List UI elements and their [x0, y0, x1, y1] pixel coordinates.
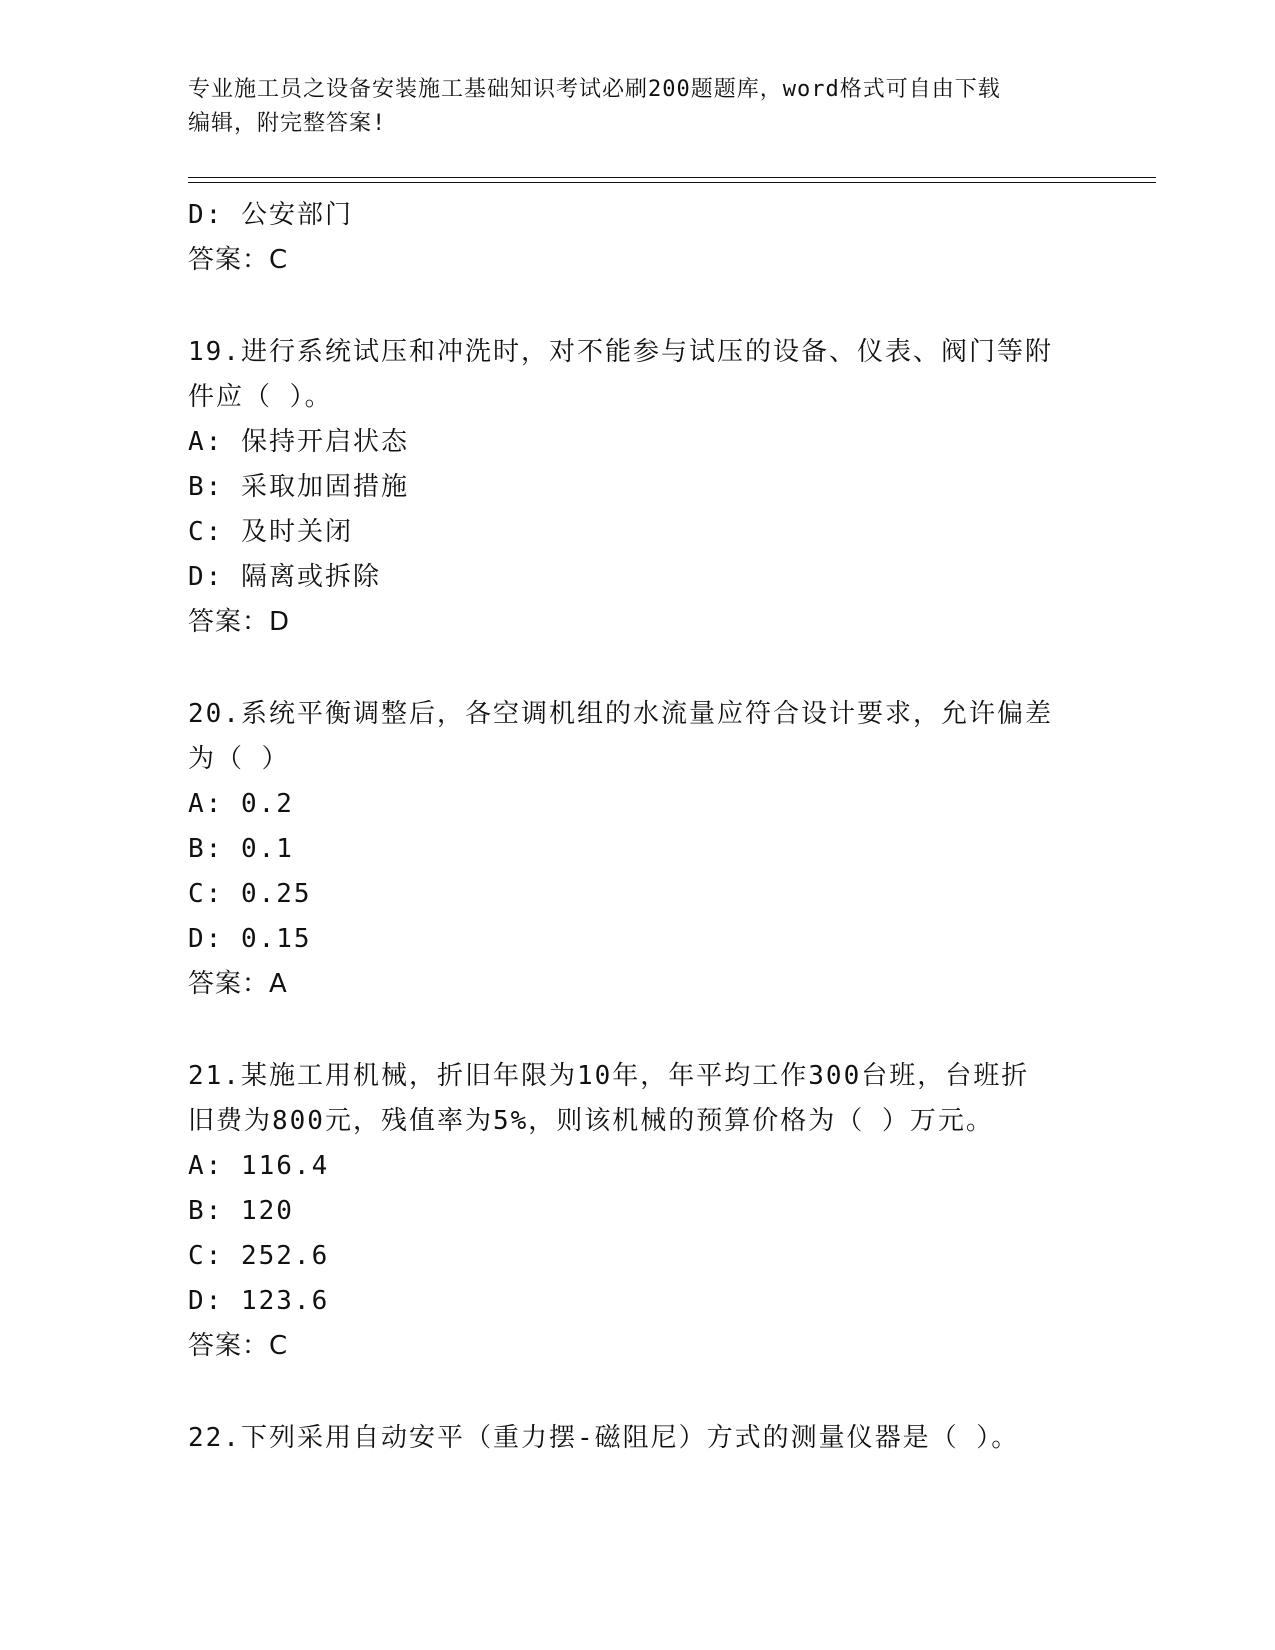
question-20-option-a: A: 0.2: [188, 789, 294, 819]
question-21: [188, 1054, 1088, 1369]
question-20-stem-line-1: 20.系统平衡调整后，各空调机组的水流量应符合设计要求，允许偏差: [188, 699, 1053, 729]
question-20-option-b: B: 0.1: [188, 834, 294, 864]
question-19: [188, 330, 1088, 645]
question-21-stem-line-1: 21.某施工用机械，折旧年限为10年，年平均工作300台班，台班折: [188, 1061, 1030, 1091]
question-19-stem-line-2: 件应（ ）。: [188, 382, 333, 412]
header-rule-top: [188, 177, 1156, 178]
question-21-option-c: C: 252.6: [188, 1241, 330, 1271]
question-20: [188, 692, 1088, 1007]
question-19-option-c: C: 及时关闭: [188, 517, 353, 547]
question-21-stem-line-2: 旧费为800元，残值率为5%，则该机械的预算价格为（ ）万元。: [188, 1106, 994, 1136]
header-line-2: 编辑，附完整答案!: [188, 111, 387, 136]
question-20-option-d: D: 0.15: [188, 924, 312, 954]
question-19-option-a: A: 保持开启状态: [188, 427, 409, 457]
question-19-stem-line-1: 19.进行系统试压和冲洗时，对不能参与试压的设备、仪表、阀门等附: [188, 337, 1053, 367]
header-line-1: 专业施工员之设备安装施工基础知识考试必刷200题题库，word格式可自由下载: [188, 77, 1001, 102]
question-20-option-c: C: 0.25: [188, 879, 312, 909]
question-20-stem-line-2: 为（ ）: [188, 744, 290, 774]
prev-option-d: D: 公安部门: [188, 200, 353, 230]
question-list: [188, 193, 1088, 1461]
question-21-option-b: B: 120: [188, 1196, 294, 1226]
question-21-answer: 答案：C: [188, 1331, 289, 1361]
question-19-option-b: B: 采取加固措施: [188, 472, 409, 502]
question-19-option-d: D: 隔离或拆除: [188, 562, 381, 592]
prev-answer: 答案：C: [188, 245, 289, 275]
question-21-option-d: D: 123.6: [188, 1286, 330, 1316]
question-22: [188, 1416, 1088, 1461]
document-header: [188, 73, 1088, 141]
question-20-answer: 答案：A: [188, 969, 288, 999]
question-22-stem-line-1: 22.下列采用自动安平（重力摆-磁阻尼）方式的测量仪器是（ ）。: [188, 1423, 1020, 1453]
header-rule-bottom: [188, 182, 1156, 183]
question-21-option-a: A: 116.4: [188, 1151, 330, 1181]
question-19-answer: 答案：D: [188, 607, 291, 637]
